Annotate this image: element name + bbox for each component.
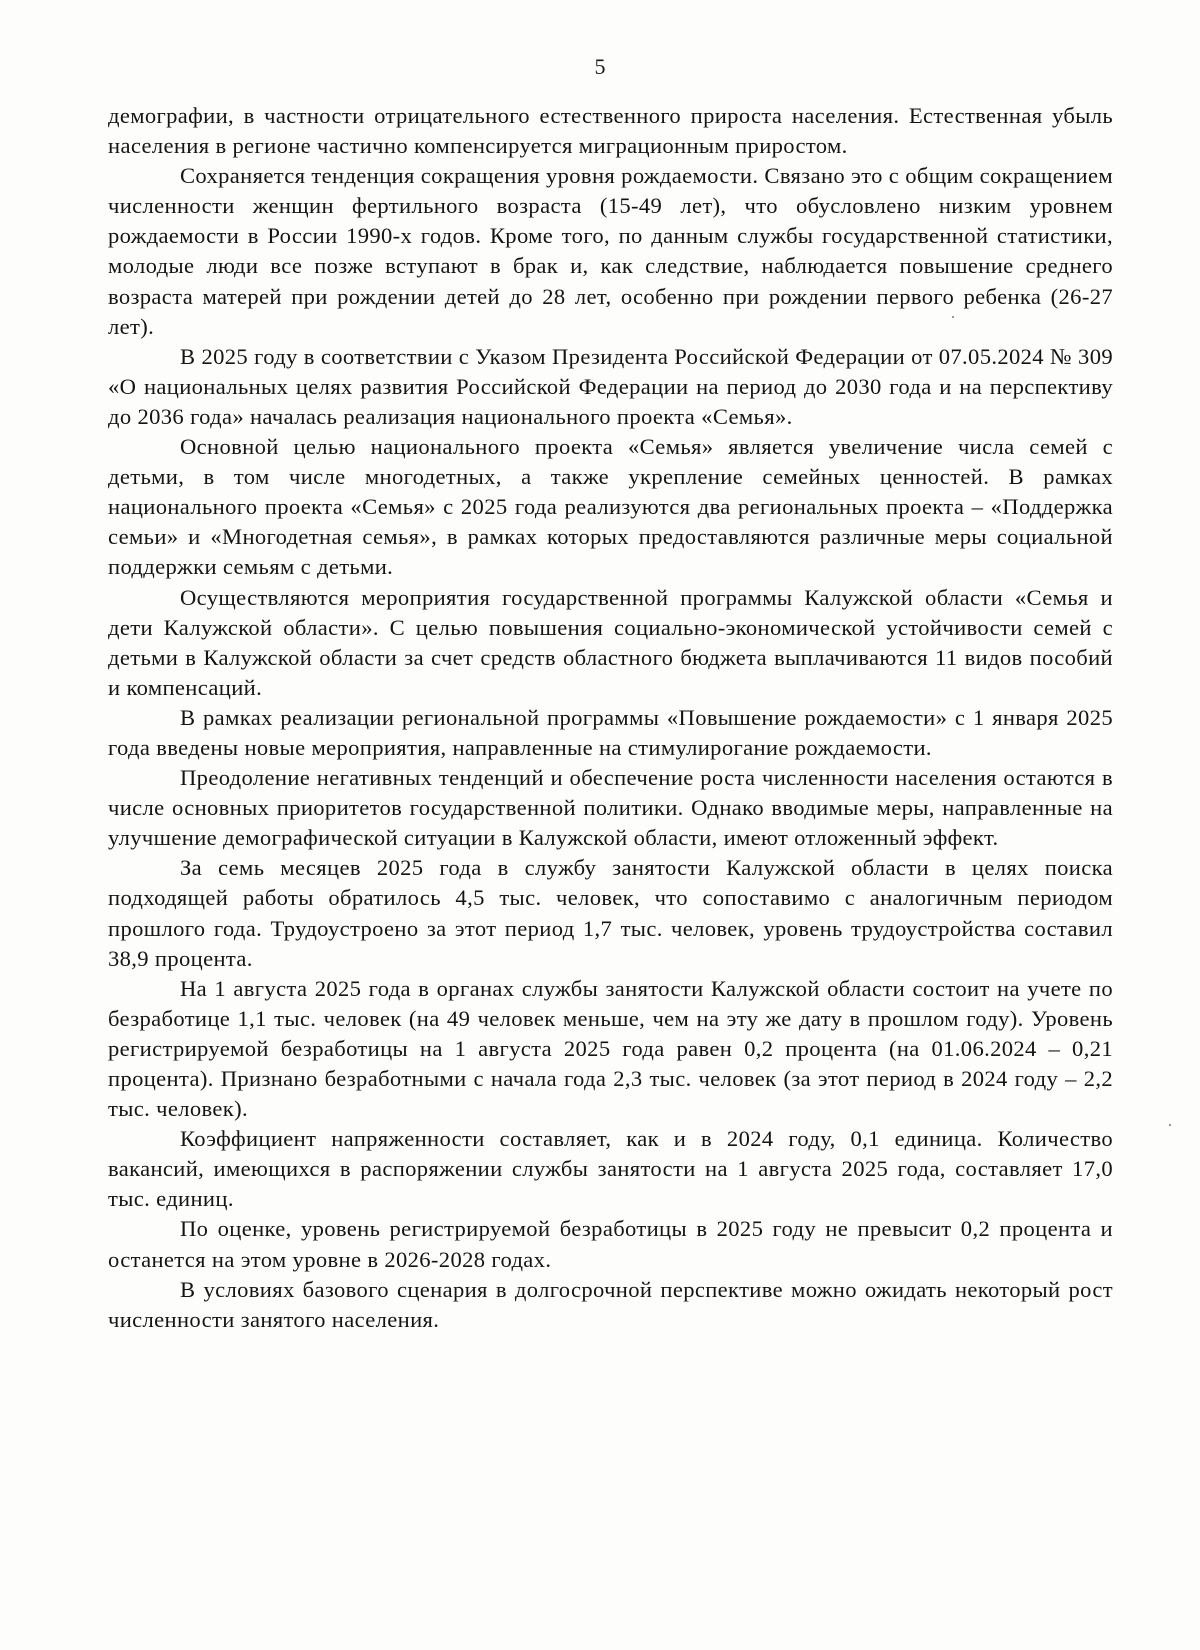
paragraph: Преодоление негативных тенденций и обеспечение роста численности населения остаются в числе основных приоритетов государственной политики. Однако вводимые меры, направленные на улучшение демографической ситуации в Калужской области, имеют отложенный эффект. <box>108 765 1113 851</box>
scan-speck <box>952 316 954 318</box>
paragraph: В рамках реализации региональной программы «Повышение рождаемости» с 1 января 2025 года введены новые мероприятия, направленные на стимулирогание рождаемости. <box>108 704 1113 760</box>
paragraph: В условиях базового сценария в долгосрочной перспективе можно ожидать некоторый рост численности занятого населения. <box>108 1276 1113 1332</box>
paragraph: демографии, в частности отрицательного естественного прироста населения. Естественная убыль населения в регионе частично компенсируется миграционным приростом. <box>108 103 1113 159</box>
scan-speck <box>1169 1124 1171 1126</box>
page-number: 5 <box>594 54 606 79</box>
paragraph: Сохраняется тенденция сокращения уровня рождаемости. Связано это с общим сокращением численности женщин фертильного возраста (15-49 лет), что обусловлено низким уровнем рождаемости в России 1990-х годов. Кроме того, по данным службы государственной статистики, молодые люди все позже вступают в брак и, как следствие, наблюдается повышение среднего возраста матерей при рождении детей до 28 лет, особенно при рождении первого ребенка (26-27 лет). <box>108 163 1113 339</box>
paragraph: Осуществляются мероприятия государственной программы Калужской области «Семья и дети Калужской области». С целью повышения социально-экономической устойчивости семей с детьми в Калужской области за счет средств областного бюджета выплачиваются 11 видов пособий и компенсаций. <box>108 584 1113 700</box>
document-body <box>108 101 1113 1335</box>
paragraph: В 2025 году в соответствии с Указом Президента Российской Федерации от 07.05.2024 № 309 «О национальных целях развития Российской Федерации на период до 2030 года и на перспективу до 2036 года» началась реализация национального проекта «Семья». <box>108 343 1113 429</box>
paragraph: Основной целью национального проекта «Семья» является увеличение числа семей с детьми, в том числе многодетных, а также укрепление семейных ценностей. В рамках национального проекта «Семья» с 2025 года реализуются два региональных проекта – «Поддержка семьи» и «Многодетная семья», в рамках которых предоставляются различные меры социальной поддержки семьям с детьми. <box>108 434 1113 580</box>
paragraph: На 1 августа 2025 года в органах службы занятости Калужской области состоит на учете по безработице 1,1 тыс. человек (на 49 человек меньше, чем на эту же дату в прошлом году). Уровень регистрируемой безработицы на 1 августа 2025 года равен 0,2 процента (на 01.06.2024 – 0,21 процента). Признано безработными с начала года 2,3 тыс. человек (за этот период в 2024 году – 2,2 тыс. человек). <box>108 975 1113 1122</box>
paragraph: По оценке, уровень регистрируемой безработицы в 2025 году не превысит 0,2 процента и останется на этом уровне в 2026-2028 годах. <box>108 1216 1113 1272</box>
paragraph: Коэффициент напряженности составляет, как и в 2024 году, 0,1 единица. Количество вакансий, имеющихся в распоряжении службы занятости на 1 августа 2025 года, составляет 17,0 тыс. единиц. <box>108 1126 1113 1212</box>
paragraph: За семь месяцев 2025 года в службу занятости Калужской области в целях поиска подходящей работы обратилось 4,5 тыс. человек, что сопоставимо с аналогичным периодом прошлого года. Трудоустроено за этот период 1,7 тыс. человек, уровень трудоустройства составил 38,9 процента. <box>108 855 1113 971</box>
